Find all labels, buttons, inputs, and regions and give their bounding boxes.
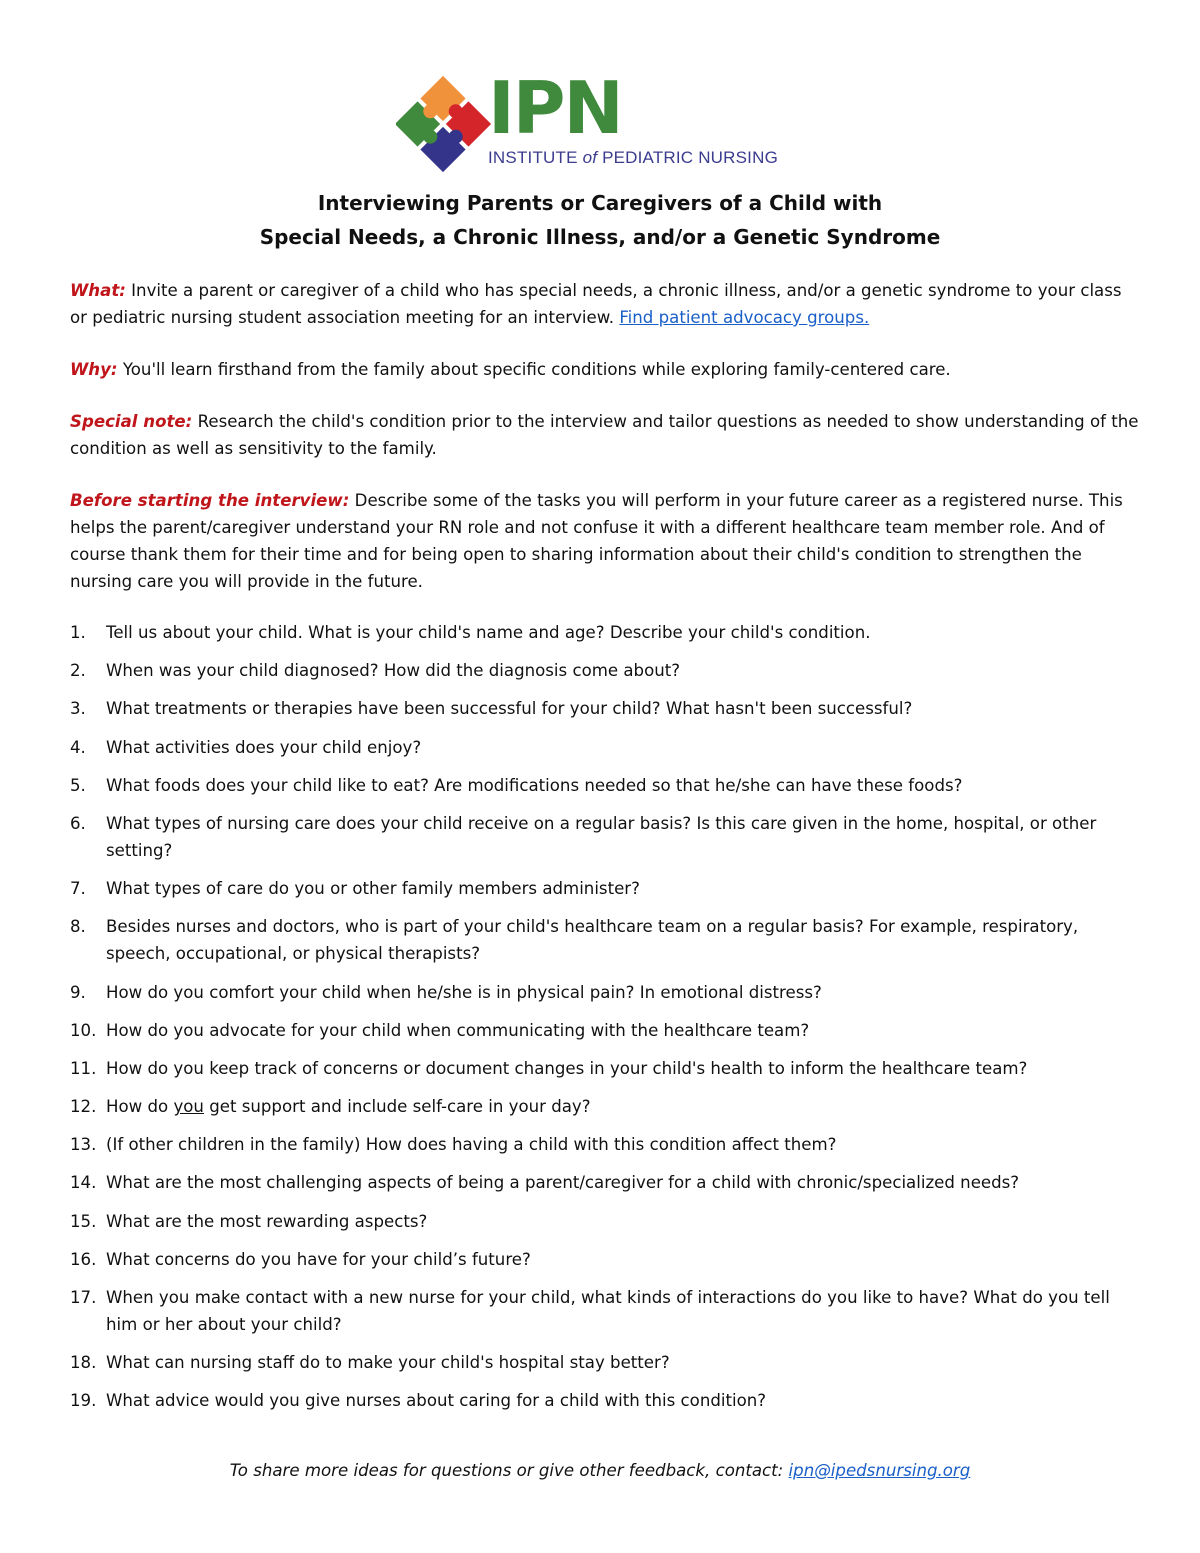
special-note-paragraph — [70, 408, 1140, 462]
question-item: 15. What are the most rewarding aspects? — [70, 1211, 428, 1231]
logo-subtitle: INSTITUTE of PEDIATRIC NURSING — [488, 148, 778, 167]
question-list — [70, 619, 1140, 1426]
before-text: Describe some of the tasks you will perform in your future career as a registered nurse. This helps the parent/caregiver understand your RN role and not confuse it with a different healthcare team member role. And of course thank them for their time and for being open to sharing information about their child's condition to strengthen the nursing care you will provide in the future. — [70, 491, 1123, 591]
intro-section — [70, 277, 1140, 620]
before-label: Before starting the interview: — [70, 491, 350, 510]
footer-text: To share more ideas for questions or give other feedback, contact: — [229, 1461, 789, 1480]
what-label: What: — [70, 281, 126, 300]
emphasis-you: you — [173, 1097, 204, 1117]
question-item: 18. What can nursing staff do to make your child's hospital stay better? — [70, 1353, 670, 1373]
footer-contact — [0, 1457, 1200, 1484]
question-item: 4. What activities does your child enjoy? — [70, 737, 422, 757]
why-label: Why: — [70, 360, 118, 379]
question-item: 6. What types of nursing care does your child receive on a regular basis? Is this care given in the home, hospital, or other setting? — [70, 813, 1097, 860]
question-item: 9. How do you comfort your child when he/she is in physical pain? In emotional distress? — [70, 982, 822, 1002]
what-text: Invite a parent or caregiver of a child who has special needs, a chronic illness, and/or a genetic syndrome to your class or pediatric nursing student association meeting for an interview. — [70, 281, 1122, 327]
question-item: 8. Besides nurses and doctors, who is part of your child's healthcare team on a regular basis? For example, respiratory, speech, occupational, or physical therapists? — [70, 917, 1079, 964]
question-item: 17. When you make contact with a new nurse for your child, what kinds of interactions do you like to have? What do you tell him or her about your child? — [70, 1288, 1110, 1334]
question-item: 5. What foods does your child like to eat? Are modifications needed so that he/she can have these foods? — [70, 775, 963, 795]
contact-email-link[interactable]: ipn@ipedsnursing.org — [788, 1461, 971, 1480]
question-item: 16. What concerns do you have for your child’s future? — [70, 1249, 531, 1269]
title-line-2: Special Needs, a Chronic Illness, and/or a Genetic Syndrome — [259, 225, 941, 249]
title-line-1: Interviewing Parents or Caregivers of a Child with — [317, 191, 883, 215]
question-item: 13. (If other children in the family) How does having a child with this condition affect them? — [70, 1135, 837, 1155]
ipn-logo — [396, 66, 806, 176]
puzzle-logo-icon — [396, 72, 492, 176]
logo-wordmark: IPN — [488, 66, 622, 150]
what-paragraph — [70, 277, 1140, 331]
question-item: 10. How do you advocate for your child when communicating with the healthcare team? — [70, 1020, 810, 1040]
question-item: 2. When was your child diagnosed? How did the diagnosis come about? — [70, 661, 681, 681]
why-paragraph — [70, 356, 1140, 383]
question-item: 19. What advice would you give nurses about caring for a child with this condition? — [70, 1391, 767, 1411]
question-item: 11. How do you keep track of concerns or document changes in your child's health to inform the healthcare team? — [70, 1058, 1028, 1078]
question-item: 3. What treatments or therapies have been successful for your child? What hasn't been successful? — [70, 699, 913, 719]
page-title — [0, 186, 1200, 254]
special-note-label: Special note: — [70, 412, 193, 431]
why-text: You'll learn firsthand from the family about specific conditions while exploring family-centered care. — [117, 360, 951, 379]
question-item: 12. How do you get support and include self-care in your day? — [70, 1097, 591, 1117]
advocacy-groups-link[interactable]: Find patient advocacy groups. — [619, 308, 870, 327]
question-item: 7. What types of care do you or other family members administer? — [70, 879, 640, 899]
before-paragraph — [70, 487, 1140, 595]
special-note-text: Research the child's condition prior to the interview and tailor questions as needed to show understanding of the condition as well as sensitivity to the family. — [70, 412, 1139, 458]
question-item: 14. What are the most challenging aspects of being a parent/caregiver for a child with chronic/specialized needs? — [70, 1173, 1020, 1193]
question-item: 1. Tell us about your child. What is your child's name and age? Describe your child's condition. — [70, 623, 871, 642]
